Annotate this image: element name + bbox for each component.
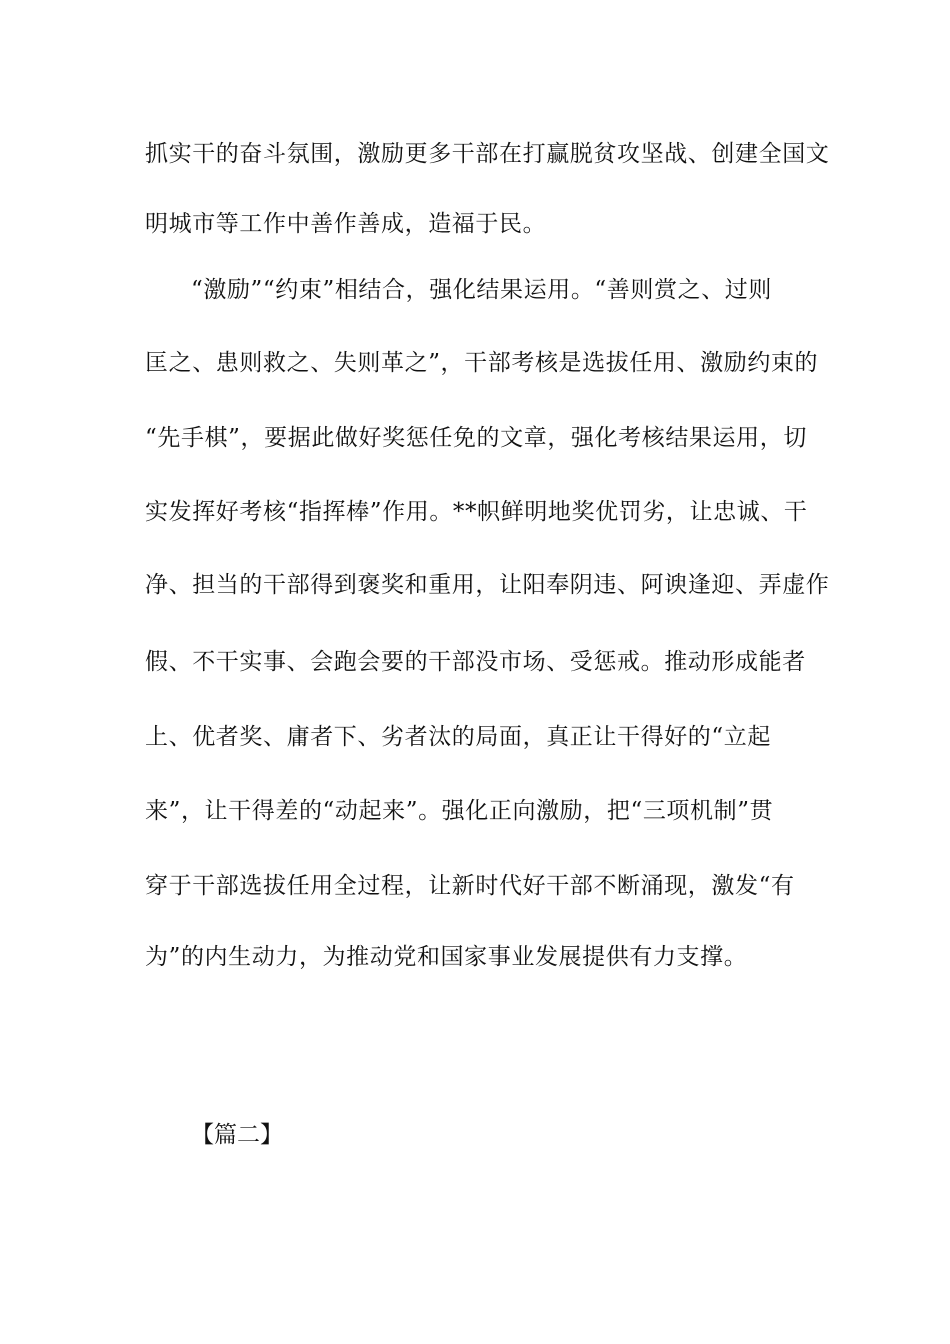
paragraph-line-7: 净、担当的干部得到褒奖和重用，让阳奉阴违、阿谀逢迎、弄虚作 (145, 572, 830, 598)
paragraph-line-2: 明城市等工作中善作善成，造福于民。 (145, 211, 547, 237)
paragraph-line-1: 抓实干的奋斗氛围，激励更多干部在打赢脱贫攻坚战、创建全国文 (145, 141, 830, 167)
paragraph-line-8: 假、不干实事、会跑会要的干部没市场、受惩戒。推动形成能者 (145, 649, 806, 675)
paragraph-line-9: 上、优者奖、庸者下、劣者汰的局面，真正让干得好的“立起 (145, 724, 771, 750)
paragraph-line-6: 实发挥好考核“指挥棒”作用。**帜鲜明地奖优罚劣，让忠诚、干 (145, 499, 808, 525)
paragraph-line-11: 穿于干部选拔任用全过程，让新时代好干部不断涌现，激发“有 (145, 873, 795, 899)
section-title: 【篇二】 (191, 1122, 283, 1148)
paragraph-line-5: “先手棋”，要据此做好奖惩任免的文章，强化考核结果运用，切 (145, 425, 807, 451)
paragraph-line-3: “激励”“约束”相结合，强化结果运用。“善则赏之、过则 (191, 277, 772, 303)
paragraph-line-4: 匡之、患则救之、失则革之”，干部考核是选拔任用、激励约束的 (145, 350, 819, 376)
paragraph-line-12: 为”的内生动力，为推动党和国家事业发展提供有力支撑。 (145, 944, 748, 970)
paragraph-line-10: 来”，让干得差的“动起来”。强化正向激励，把“三项机制”贯 (145, 798, 774, 824)
